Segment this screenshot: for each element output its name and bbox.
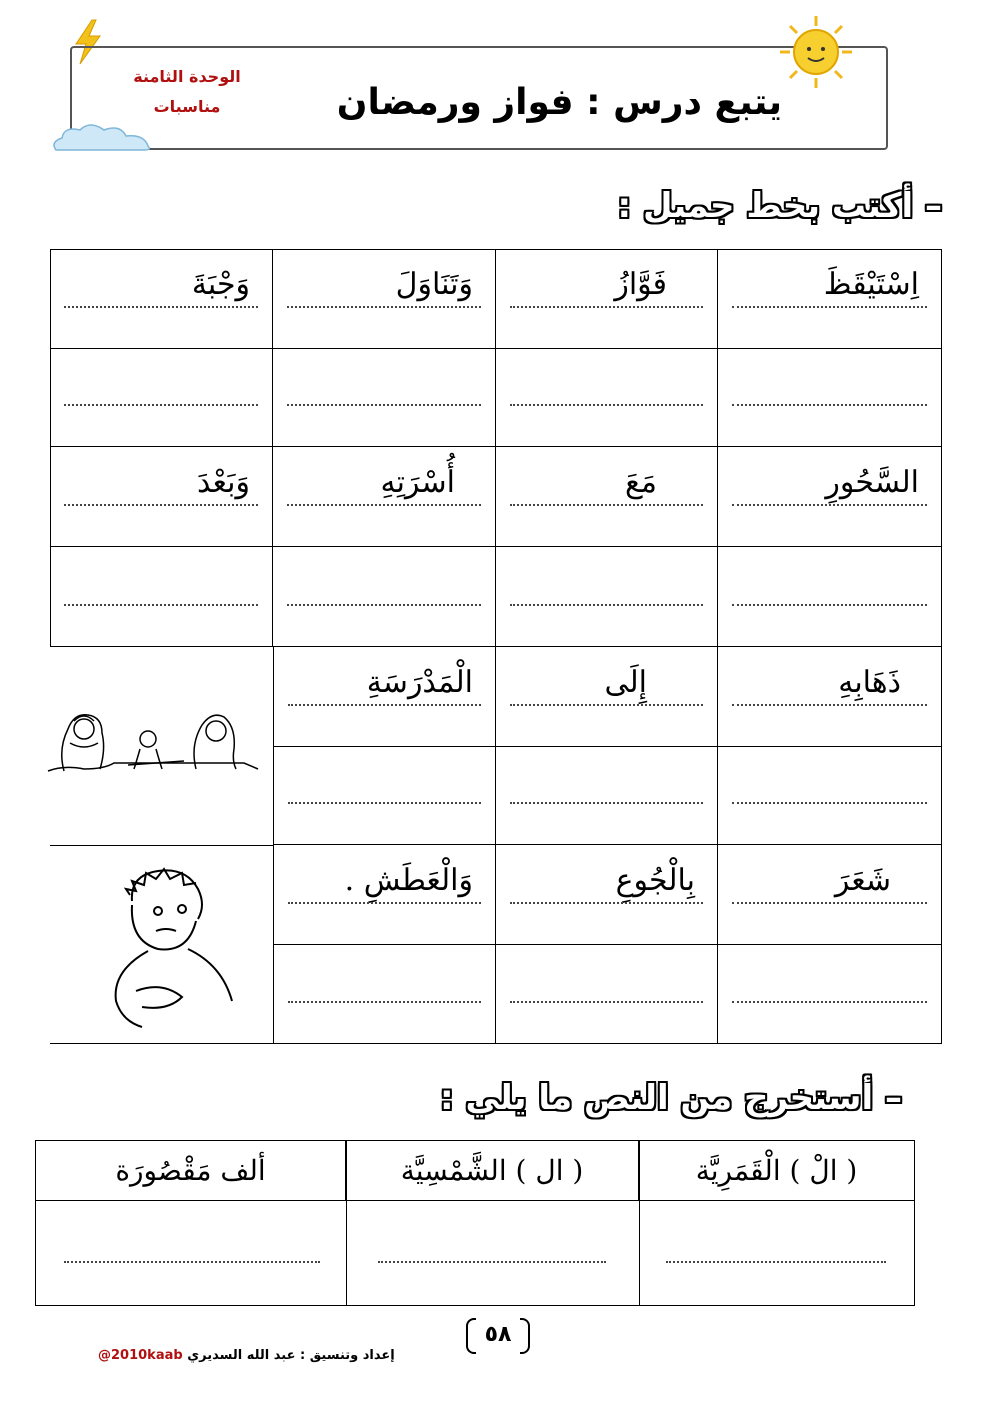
column-header: ( الْ ) الْقَمَرِيَّة — [639, 1141, 914, 1201]
word-cell — [50, 447, 273, 547]
extraction-table — [35, 1140, 915, 1306]
writing-cell[interactable] — [273, 747, 496, 845]
family-illustration — [44, 699, 266, 785]
word-cell — [496, 647, 718, 747]
word-cell — [718, 249, 942, 349]
word-text: وَجْبَةَ — [191, 267, 250, 302]
word-text: مَعَ — [624, 465, 657, 500]
handwriting-table — [50, 249, 942, 1044]
column-header: ألف مَقْصُورَة — [36, 1141, 346, 1201]
word-cell — [273, 845, 496, 945]
unit-title: الوحدة الثامنة — [133, 67, 241, 86]
section-heading-write: – أكتب بخط جميل : — [617, 186, 942, 226]
word-cell — [273, 647, 496, 747]
word-text: أُسْرَتِهِ — [380, 465, 455, 500]
writing-cell[interactable] — [273, 547, 496, 647]
column-header: ( ال ) الشَّمْسِيَّة — [346, 1141, 639, 1201]
writing-cell[interactable] — [718, 747, 942, 845]
lesson-title: يتبع درس : فواز ورمضان — [336, 82, 782, 123]
unit-label — [122, 62, 252, 122]
word-cell — [718, 647, 942, 747]
word-cell — [496, 249, 718, 349]
word-text: وَتَنَاوَلَ — [395, 267, 473, 302]
answer-line[interactable] — [666, 1261, 886, 1263]
word-text: اِسْتَيْقَظَ — [823, 267, 919, 302]
word-cell — [496, 447, 718, 547]
writing-cell[interactable] — [273, 349, 496, 447]
credit-line — [98, 1348, 395, 1363]
word-text: ذَهَابِهِ — [838, 665, 901, 700]
writing-cell[interactable] — [718, 349, 942, 447]
word-text: شَعَرَ — [834, 863, 891, 898]
writing-cell[interactable] — [496, 747, 718, 845]
writing-cell[interactable] — [496, 547, 718, 647]
word-cell — [718, 447, 942, 547]
section-heading-extract: – أستخرج من النص ما يلي : — [440, 1078, 902, 1118]
author-handle: @2010kaab — [98, 1348, 183, 1363]
word-text: وَالْعَطَشِ . — [344, 863, 473, 898]
page-number: ٥٨ — [466, 1318, 530, 1352]
word-cell — [50, 249, 273, 349]
word-text: إِلَى — [604, 665, 647, 700]
cloud-icon — [48, 122, 158, 152]
writing-cell[interactable] — [496, 945, 718, 1044]
word-text: السَّحُورِ — [825, 465, 919, 500]
sun-icon — [778, 14, 854, 90]
author-credit: إعداد وتنسيق : عبد الله السديري — [187, 1348, 395, 1363]
word-text: الْمَدْرَسَةِ — [366, 665, 473, 700]
word-cell — [273, 447, 496, 547]
answer-line[interactable] — [378, 1261, 606, 1263]
word-text: فَوَّازُ — [614, 267, 667, 302]
thirsty-boy-illustration — [102, 861, 238, 1033]
word-cell — [273, 249, 496, 349]
writing-cell[interactable] — [718, 945, 942, 1044]
writing-cell[interactable] — [496, 349, 718, 447]
unit-subtitle: مناسبات — [153, 97, 221, 116]
writing-cell[interactable] — [718, 547, 942, 647]
word-text: وَبَعْدَ — [196, 465, 250, 500]
word-text: بِالْجُوعِ — [615, 863, 695, 898]
writing-cell[interactable] — [273, 945, 496, 1044]
writing-cell[interactable] — [50, 349, 273, 447]
answer-line[interactable] — [64, 1261, 320, 1263]
word-cell — [718, 845, 942, 945]
word-cell — [496, 845, 718, 945]
writing-cell[interactable] — [50, 547, 273, 647]
